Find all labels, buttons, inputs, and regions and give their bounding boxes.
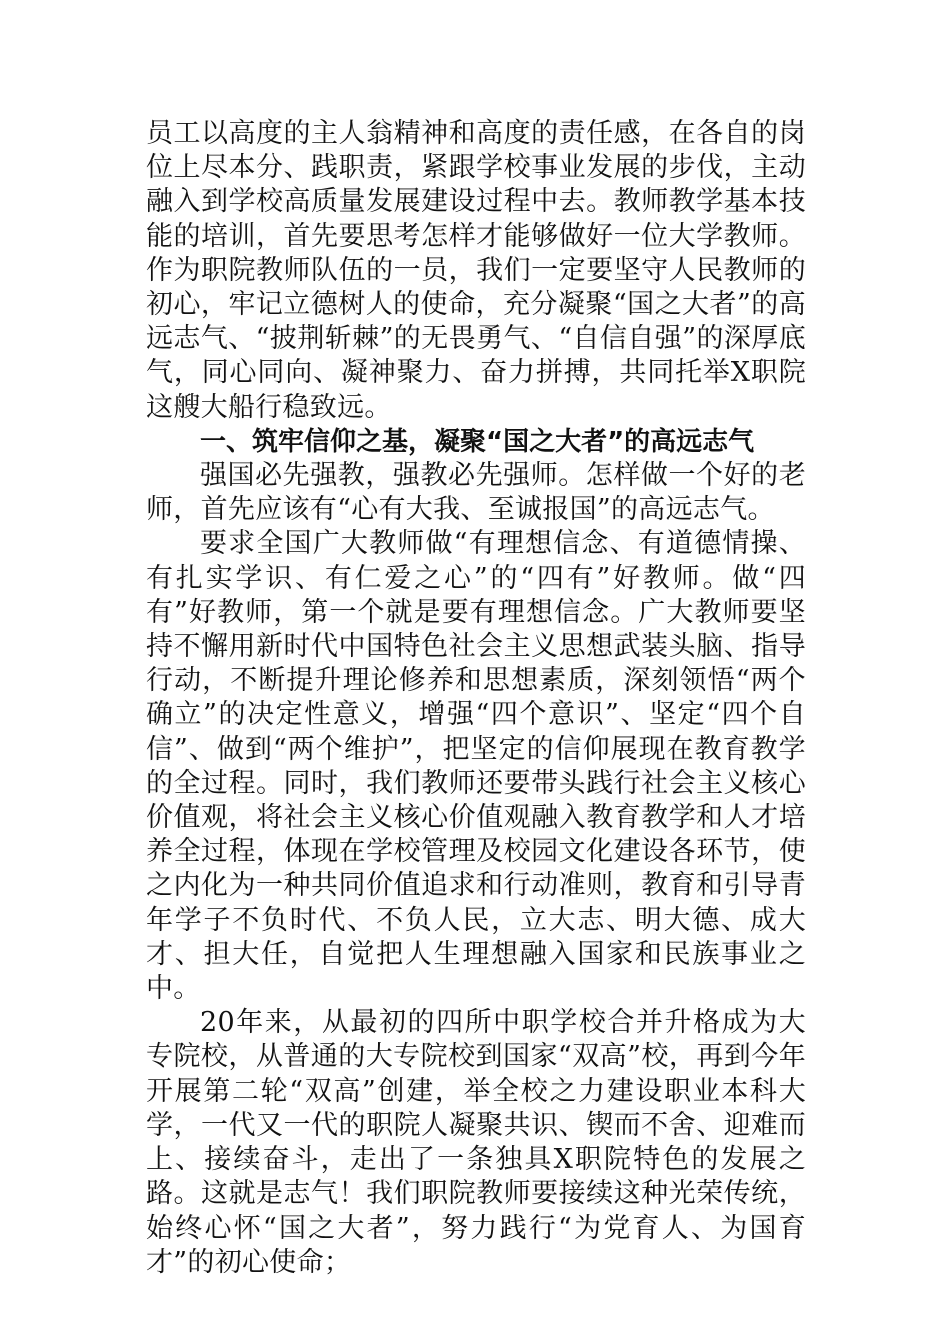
paragraph: 要求全国广大教师做“有理想信念、有道德情操、有扎实学识、有仁爱之心”的“四有”好教师。做“四有”好教师，第一个就是要有理想信念。广大教师要坚持不懈用新时代中国特色社会主义思想武装头脑、指导行动，不断提升理论修养和思想素质，深刻领悟“两个确立”的决定性意义，增强“四个意识”、坚定“四个自信”、做到“两个维护”，把坚定的信仰展现在教育教学的全过程。同时，我们教师还要带头践行社会主义核心价值观，将社会主义核心价值观融入教育教学和人才培养全过程，体现在学校管理及校园文化建设各环节，使之内化为一种共同价值追求和行动准则，教育和引导青年学子不负时代、不负人民，立大志、明大德、成大才、担大任，自觉把人生理想融入国家和民族事业之中。 — [146, 528, 806, 1005]
paragraph: 20年来，从最初的四所中职学校合并升格成为大专院校，从普通的大专院校到国家“双高”校，再到今年开展第二轮“双高”创建，举全校之力建设职业本科大学，一代又一代的职院人凝聚共识、锲而不舍、迎难而上、接续奋斗，走出了一条独具X职院特色的发展之路。这就是志气！我们职院教师要接续这种光荣传统，始终心怀“国之大者”，努力践行“为党育人、为国育才”的初心使命； — [146, 1007, 806, 1278]
paragraph: 强国必先强教，强教必先强师。怎样做一个好的老师，首先应该有“心有大我、至诚报国”的高远志气。 — [146, 460, 806, 526]
document-page — [146, 117, 806, 1280]
section-heading: 一、筑牢信仰之基，凝聚“国之大者”的高远志气 — [200, 426, 755, 457]
paragraph-continued: 员工以高度的主人翁精神和高度的责任感，在各自的岗位上尽本分、践职责，紧跟学校事业发展的步伐，主动融入到学校高质量发展建设过程中去。教师教学基本技能的培训，首先要思考怎样才能够做好一位大学教师。作为职院教师队伍的一员，我们一定要坚守人民教师的初心，牢记立德树人的使命，充分凝聚“国之大者”的高远志气、“披荆斩棘”的无畏勇气、“自信自强”的深厚底气，同心同向、凝神聚力、奋力拼搏，共同托举X职院这艘大船行稳致远。 — [146, 118, 806, 423]
